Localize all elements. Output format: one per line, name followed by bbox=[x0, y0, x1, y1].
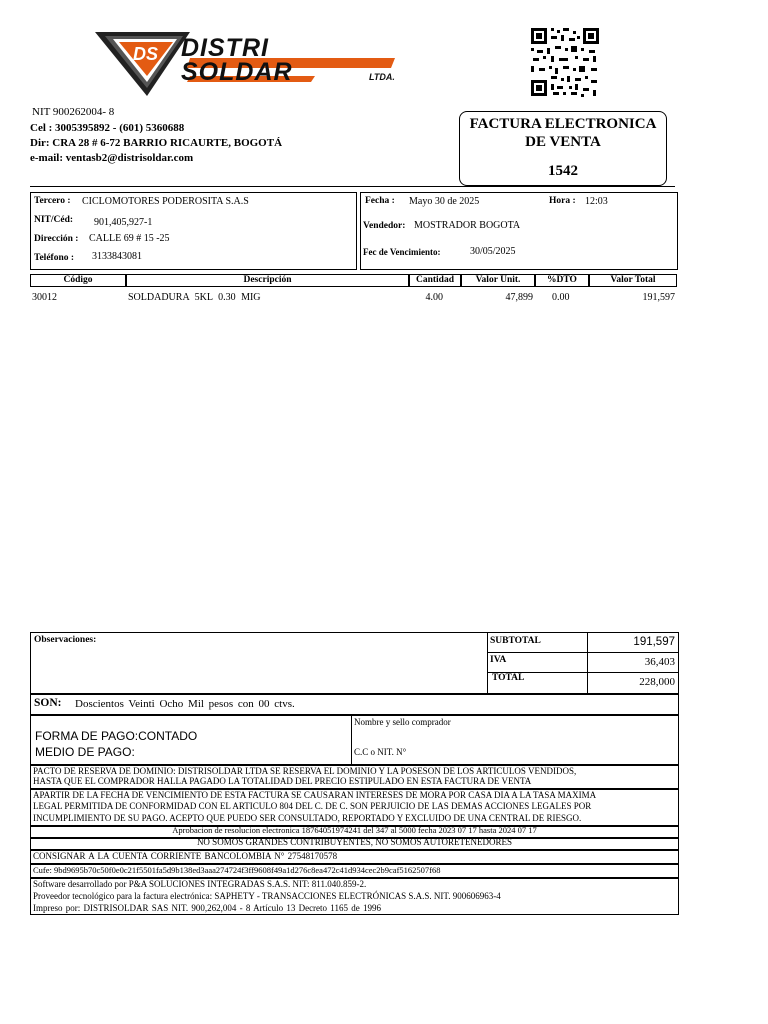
iva-label: IVA bbox=[490, 655, 507, 665]
header-divider bbox=[30, 186, 675, 187]
cell-cantidad: 4.00 bbox=[425, 292, 443, 303]
pacto-line-2: HASTA QUE EL COMPRADOR HALLA PAGADO LA TOTALIDAD DEL PRECIO ESTIPULADO EN ESTA FACTURA DE VENTA bbox=[33, 776, 532, 786]
nit-label: NIT/Céd: bbox=[34, 215, 74, 225]
pacto-line-1: PACTO DE RESERVA DE DOMINIO: DISTRISOLDAR LTDA SE RESERVA EL DOMINIO Y LA POSESON DE LOS ARTICULOS VENDIDOS, bbox=[33, 766, 577, 776]
direccion-value: CALLE 69 # 15 -25 bbox=[89, 233, 170, 244]
proveedor-text: Proveedor tecnológico para la factura electrónica: SAPHETY - TRANSACCIONES ELECTRÓNICAS S.A.S. NIT. 900606963-4 bbox=[33, 891, 501, 901]
hora-value: 12:03 bbox=[585, 196, 608, 207]
invoice-title-line1: FACTURA ELECTRONICA bbox=[469, 116, 657, 132]
logo-badge: DS bbox=[133, 44, 159, 64]
vendedor-value: MOSTRADOR BOGOTA bbox=[414, 220, 521, 231]
qr-code bbox=[529, 26, 601, 98]
cell-codigo: 30012 bbox=[32, 292, 57, 303]
table-row bbox=[0, 292, 768, 306]
total-value: 228,000 bbox=[639, 676, 675, 688]
telefono-label: Teléfono : bbox=[34, 253, 75, 263]
cell-descripcion: SOLDADURA 5KL 0.30 MIG bbox=[128, 292, 261, 303]
subtotal-label: SUBTOTAL bbox=[490, 636, 541, 646]
company-logo bbox=[95, 24, 400, 100]
header-valor-unit: Valor Unit. bbox=[461, 274, 535, 287]
hora-label: Hora : bbox=[549, 196, 576, 206]
payment-divider bbox=[351, 715, 352, 765]
vencimiento-label: Fec de Vencimiento: bbox=[363, 247, 441, 257]
cuenta-text: CONSIGNAR A LA CUENTA CORRIENTE BANCOLOMBIA N° 27548170578 bbox=[33, 851, 338, 861]
forma-de-pago: FORMA DE PAGO:CONTADO bbox=[35, 729, 198, 743]
header-cantidad: Cantidad bbox=[409, 274, 461, 287]
logo-text: DISTRI SOLDAR bbox=[181, 34, 293, 86]
telefono-value: 3133843081 bbox=[92, 251, 142, 262]
header-valor-total: Valor Total bbox=[589, 274, 677, 287]
company-address: Dir: CRA 28 # 6-72 BARRIO RICAURTE, BOGOTÁ bbox=[30, 137, 283, 149]
cell-valor-total: 191,597 bbox=[642, 292, 675, 303]
total-label: TOTAL bbox=[492, 673, 525, 683]
fecha-label: Fecha : bbox=[365, 196, 395, 206]
cc-label: C.C o NIT. N° bbox=[354, 747, 407, 757]
medio-de-pago: MEDIO DE PAGO: bbox=[35, 745, 135, 759]
company-nit: NIT 900262004- 8 bbox=[32, 106, 115, 118]
header-dto: %DTO bbox=[535, 274, 589, 287]
details-box bbox=[360, 192, 678, 270]
cell-valor-unit: 47,899 bbox=[505, 292, 533, 303]
nit-value: 901,405,927-1 bbox=[94, 217, 153, 228]
invoice-title-line2: DE VENTA bbox=[525, 134, 601, 150]
son-label: SON: bbox=[34, 697, 62, 709]
cufe-text: Cufe: 9bd9695b70c50f0e0c21f5501fa5d9b138ed3aaa274724f3ff9608f49a1d276c8ea472c41d934cec2b9caf5162507f68 bbox=[33, 865, 441, 875]
logo-suffix: LTDA. bbox=[369, 72, 395, 82]
vendedor-label: Vendedor: bbox=[363, 221, 406, 231]
invoice-number: 1542 bbox=[548, 163, 578, 179]
iva-value: 36,403 bbox=[644, 656, 675, 668]
observaciones-box bbox=[30, 632, 679, 694]
vencimiento-value: 30/05/2025 bbox=[470, 246, 516, 257]
header-codigo: Código bbox=[30, 274, 126, 287]
subtotal-value: 191,597 bbox=[633, 636, 675, 648]
fecha-value: Mayo 30 de 2025 bbox=[409, 196, 480, 207]
resolucion-text: Aprobacion de resolucion electronica 18764051974241 del 347 al 5000 fecha 2023 07 17 hasta 2024 07 17 bbox=[172, 825, 537, 835]
mora-line-1: APARTIR DE LA FECHA DE VENCIMIENTO DE ESTA FACTURA SE CAUSARAN INTERESES DE MORA POR CASA DIA A LA TASA MAXIMA bbox=[33, 790, 597, 800]
software-text: Software desarrollado por P&A SOLUCIONES INTEGRADAS S.A.S. NIT: 811.040.859-2. bbox=[33, 879, 367, 889]
tercero-label: Tercero : bbox=[34, 196, 71, 206]
header-descripcion: Descripción bbox=[126, 274, 409, 287]
firma-label: Nombre y sello comprador bbox=[354, 717, 451, 727]
son-text: Doscientos Veinti Ocho Mil pesos con 00 ctvs. bbox=[75, 698, 295, 710]
tercero-value: CICLOMOTORES PODEROSITA S.A.S bbox=[82, 196, 249, 207]
totals-row-line-1 bbox=[487, 652, 679, 653]
observaciones-label: Observaciones: bbox=[34, 635, 97, 645]
impreso-text: Impreso por: DISTRISOLDAR SAS NIT. 900,262,004 - 8 Artículo 13 Decreto 1165 de 1996 bbox=[33, 903, 381, 913]
mora-line-2: LEGAL PERMITIDA DE CONFORMIDAD CON EL ARTICULO 804 DEL C. DE C. SON PERJUICIO DE LAS DEMAS ACCIONES LEGALES POR bbox=[33, 801, 592, 811]
contribuyentes-text: NO SOMOS GRANDES CONTRIBUYENTES, NO SOMOS AUTORETENEDORES bbox=[196, 837, 513, 847]
totals-value-divider bbox=[587, 632, 588, 694]
invoice-title-box bbox=[459, 111, 667, 186]
direccion-label: Dirección : bbox=[34, 234, 79, 244]
totals-divider bbox=[487, 632, 488, 694]
company-email: e-mail: ventasb2@distrisoldar.com bbox=[30, 152, 194, 164]
company-phone: Cel : 3005395892 - (601) 5360688 bbox=[30, 122, 185, 134]
cell-dto: 0.00 bbox=[552, 292, 570, 303]
mora-line-3: INCUMPLIMIENTO DE SU PAGO. ACEPTO QUE PUEDO SER CONSULTADO, REPORTADO Y EXCLUIDO DE UNA CENTRAL DE RIESGO. bbox=[33, 813, 582, 823]
